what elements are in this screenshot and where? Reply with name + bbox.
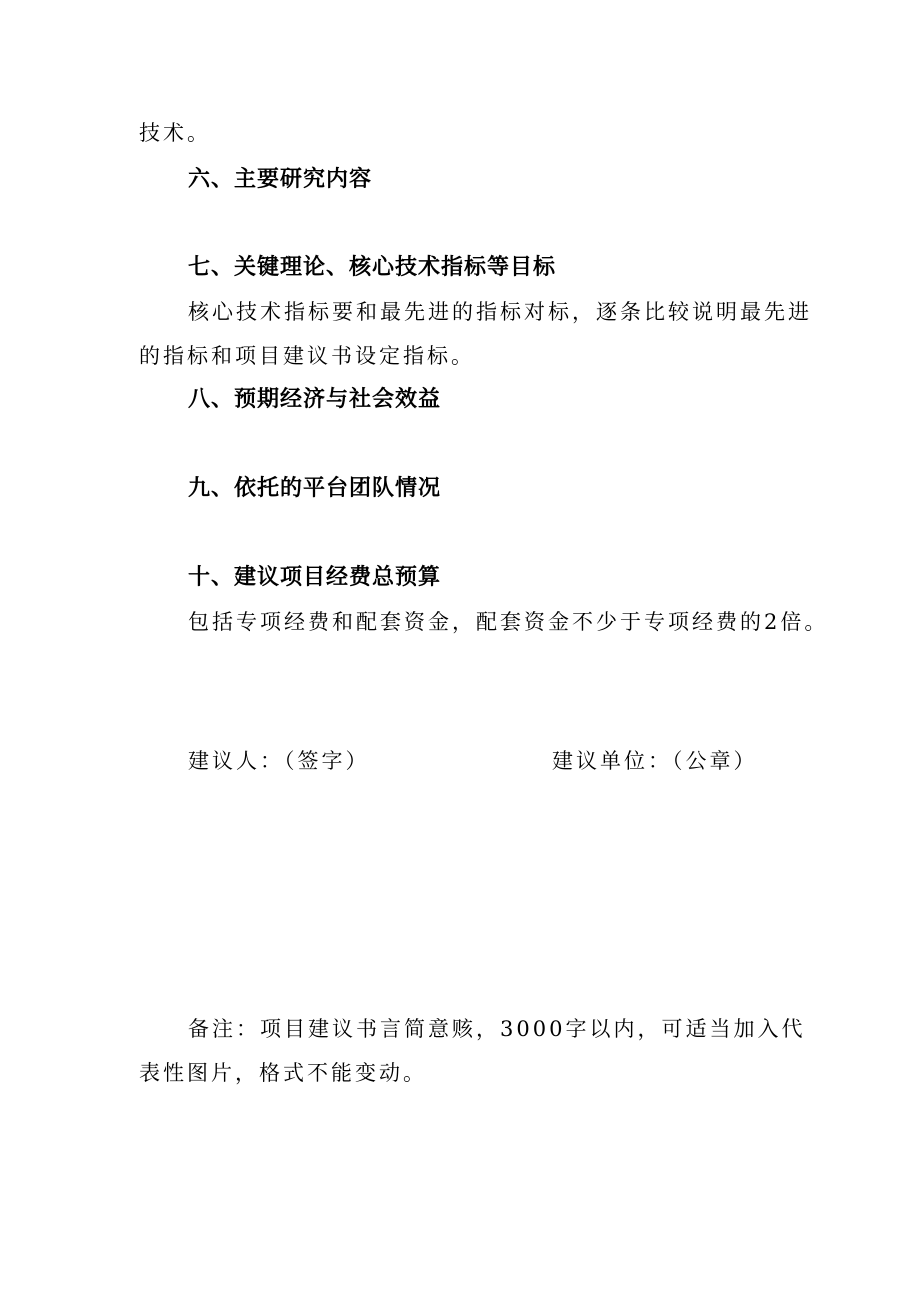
section-heading-7: 七、关键理论、核心技术指标等目标 bbox=[188, 255, 557, 280]
note-line-1: 备注：项目建议书言简意赅，3000字以内，可适当加入代 bbox=[188, 1017, 806, 1041]
proposer-signature-label: 建议人：（签字） bbox=[188, 749, 370, 773]
section-heading-6: 六、主要研究内容 bbox=[188, 167, 373, 192]
section-heading-8: 八、预期经济与社会效益 bbox=[188, 387, 442, 412]
unit-seal-label: 建议单位：（公章） bbox=[552, 749, 758, 773]
carryover-text: 技术。 bbox=[139, 121, 211, 145]
section-10-paragraph: 包括专项经费和配套资金，配套资金不少于专项经费的2倍。 bbox=[188, 610, 829, 634]
section-7-paragraph-line-2: 的指标和项目建议书设定指标。 bbox=[139, 344, 475, 368]
section-heading-10: 十、建议项目经费总预算 bbox=[188, 565, 442, 590]
section-7-paragraph-line-1: 核心技术指标要和最先进的指标对标，逐条比较说明最先进 bbox=[188, 300, 812, 324]
section-heading-9: 九、依托的平台团队情况 bbox=[188, 476, 442, 501]
note-line-2: 表性图片，格式不能变动。 bbox=[139, 1061, 427, 1085]
